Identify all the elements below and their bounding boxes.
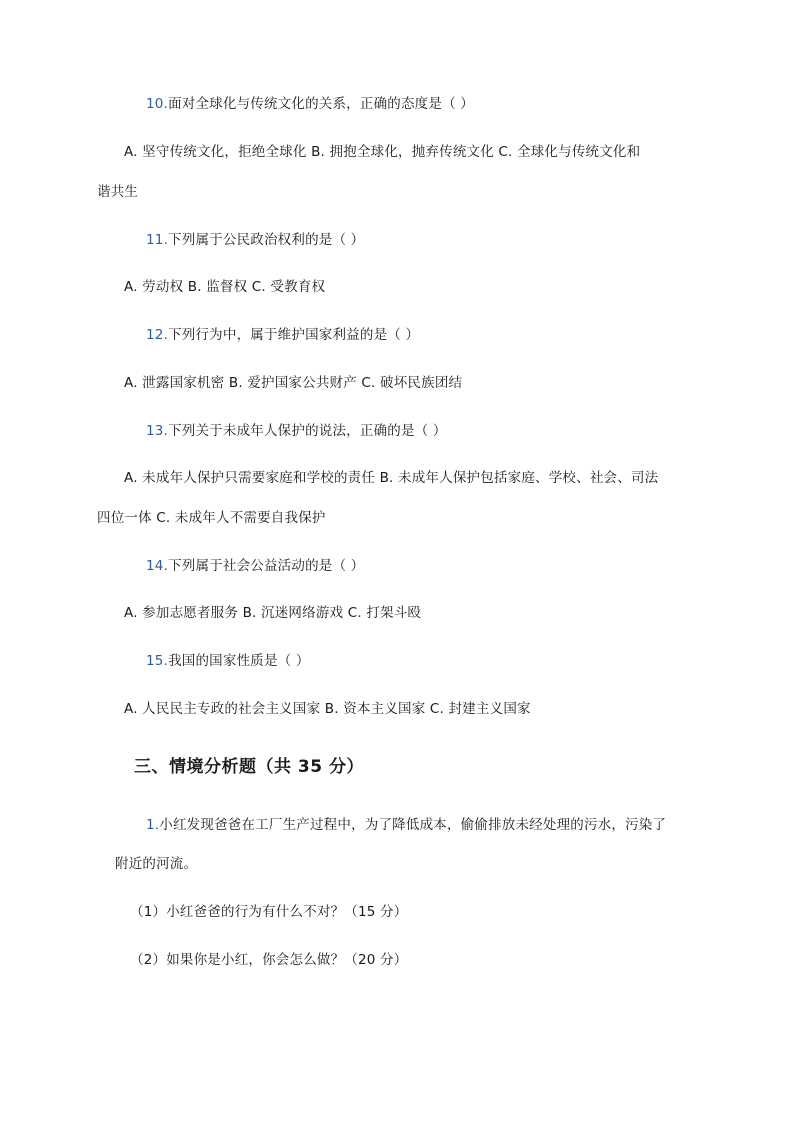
- question-number: 11.: [146, 232, 169, 248]
- scenario-1-subquestion-2: （2）如果你是小红，你会怎么做？（20 分）: [130, 952, 408, 968]
- question-13-stem: [146, 421, 447, 441]
- question-15-stem: [146, 651, 310, 671]
- question-14-stem: [146, 556, 364, 576]
- question-text: 下列关于未成年人保护的说法，正确的是（ ）: [168, 423, 447, 439]
- scenario-1-subquestion-1: （1）小红爸爸的行为有什么不对？（15 分）: [130, 904, 408, 920]
- question-text: 面对全球化与传统文化的关系，正确的态度是（ ）: [168, 96, 474, 112]
- question-text: 下列属于公民政治权利的是（ ）: [168, 232, 365, 248]
- question-14-options: A. 参加志愿者服务 B. 沉迷网络游戏 C. 打架斗殴: [124, 605, 422, 621]
- question-number: 10.: [146, 96, 169, 112]
- question-13-options-cont: 四位一体 C. 未成年人不需要自我保护: [97, 510, 326, 526]
- question-10-stem: [146, 94, 474, 114]
- scenario-text: 小红发现爸爸在工厂生产过程中，为了降低成本，偷偷排放未经处理的污水，污染了: [159, 817, 667, 833]
- scenario-1-stem: [146, 815, 666, 835]
- question-number: 13.: [146, 423, 169, 439]
- question-number: 14.: [146, 558, 169, 574]
- scenario-1-stem-cont: 附近的河流。: [115, 856, 198, 872]
- question-number: 12.: [146, 327, 169, 343]
- question-12-stem: [146, 325, 419, 345]
- question-11-options: A. 劳动权 B. 监督权 C. 受教育权: [124, 279, 326, 295]
- question-13-options: A. 未成年人保护只需要家庭和学校的责任 B. 未成年人保护包括家庭、学校、社会、司法: [124, 470, 659, 486]
- question-12-options: A. 泄露国家机密 B. 爱护国家公共财产 C. 破坏民族团结: [124, 375, 463, 391]
- question-text: 下列属于社会公益活动的是（ ）: [168, 558, 365, 574]
- question-15-options: A. 人民民主专政的社会主义国家 B. 资本主义国家 C. 封建主义国家: [124, 701, 531, 717]
- scenario-number: 1.: [146, 817, 160, 833]
- question-10-options: A. 坚守传统文化，拒绝全球化 B. 拥抱全球化，抛弃传统文化 C. 全球化与传统文化和: [124, 144, 641, 160]
- question-text: 我国的国家性质是（ ）: [168, 653, 310, 669]
- question-text: 下列行为中，属于维护国家利益的是（ ）: [168, 327, 420, 343]
- question-10-options-cont: 谐共生: [97, 184, 139, 200]
- section-heading: 三、情境分析题（共 35 分）: [134, 757, 364, 777]
- question-11-stem: [146, 230, 364, 250]
- question-number: 15.: [146, 653, 169, 669]
